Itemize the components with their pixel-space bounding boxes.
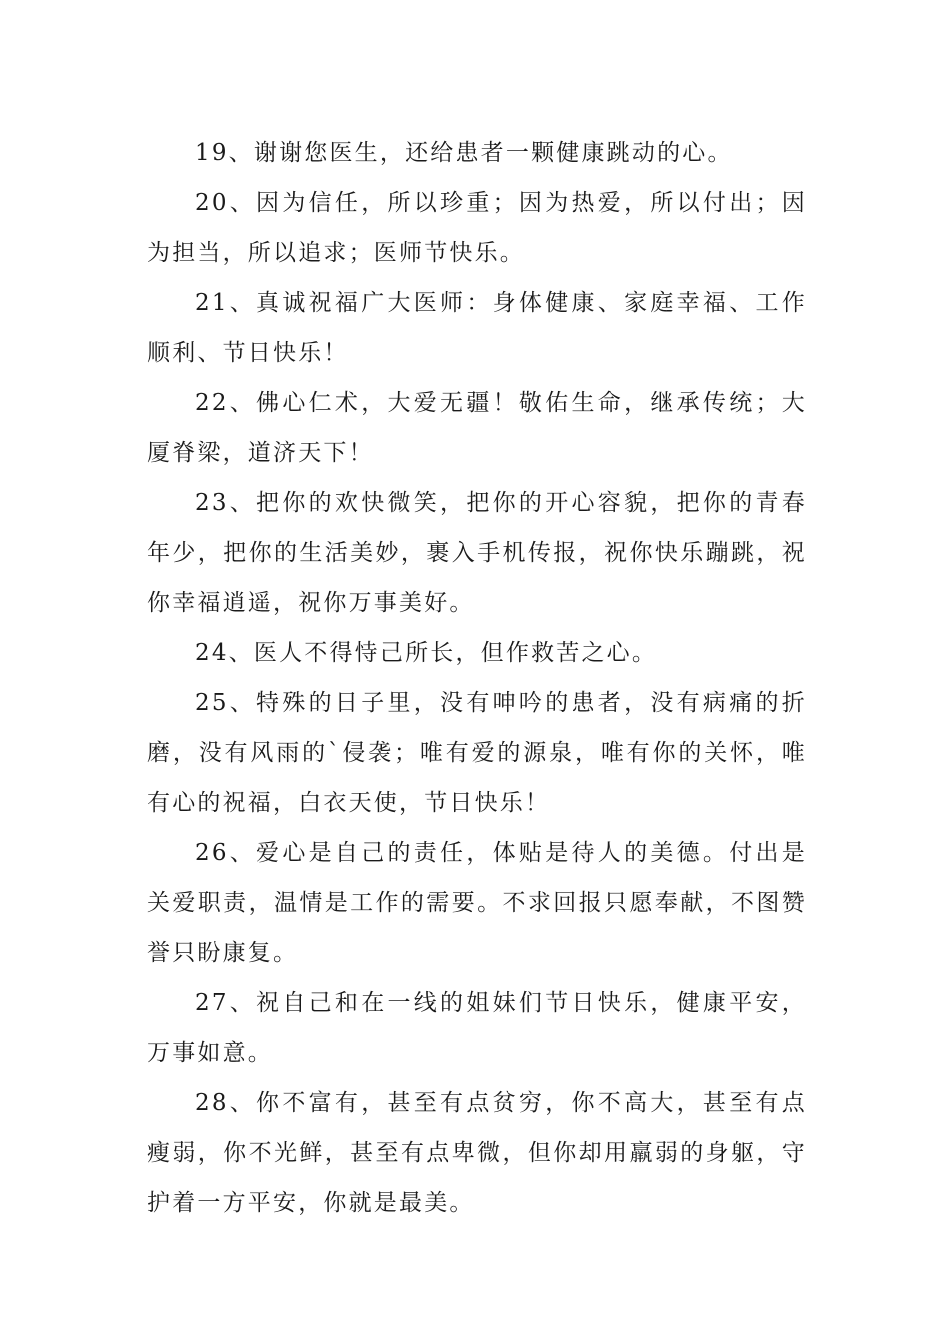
paragraph-22: 22、佛心仁术，大爱无疆！敬佑生命，继承传统；大厦脊梁，道济天下！ [147,390,807,466]
paragraph-24: 24、医人不得恃己所长，但作救苦之心。 [195,640,658,666]
paragraph-21: 21、真诚祝福广大医师：身体健康、家庭幸福、工作顺利、节日快乐！ [147,290,807,366]
paragraph-19: 19、谢谢您医生，还给患者一颗健康跳动的心。 [195,140,733,166]
paragraph-28: 28、你不富有，甚至有点贫穷，你不高大，甚至有点瘦弱，你不光鲜，甚至有点卑微，但你却用羸弱的身躯，守护着一方平安，你就是最美。 [147,1090,807,1216]
paragraph-25: 25、特殊的日子里，没有呻吟的患者，没有病痛的折磨，没有风雨的`侵袭；唯有爱的源泉，唯有你的关怀，唯有心的祝福，白衣天使，节日快乐！ [147,690,807,816]
paragraph-23: 23、把你的欢快微笑，把你的开心容貌，把你的青春年少，把你的生活美妙，裹入手机传报，祝你快乐蹦跳，祝你幸福逍遥，祝你万事美好。 [147,490,807,616]
paragraph-27: 27、祝自己和在一线的姐妹们节日快乐，健康平安，万事如意。 [147,990,807,1066]
paragraph-20: 20、因为信任，所以珍重；因为热爱，所以付出；因为担当，所以追求；医师节快乐。 [147,190,807,266]
paragraph-26: 26、爱心是自己的责任，体贴是待人的美德。付出是关爱职责，温情是工作的需要。不求回报只愿奉献，不图赞誉只盼康复。 [147,840,807,966]
document-body [147,128,807,1228]
